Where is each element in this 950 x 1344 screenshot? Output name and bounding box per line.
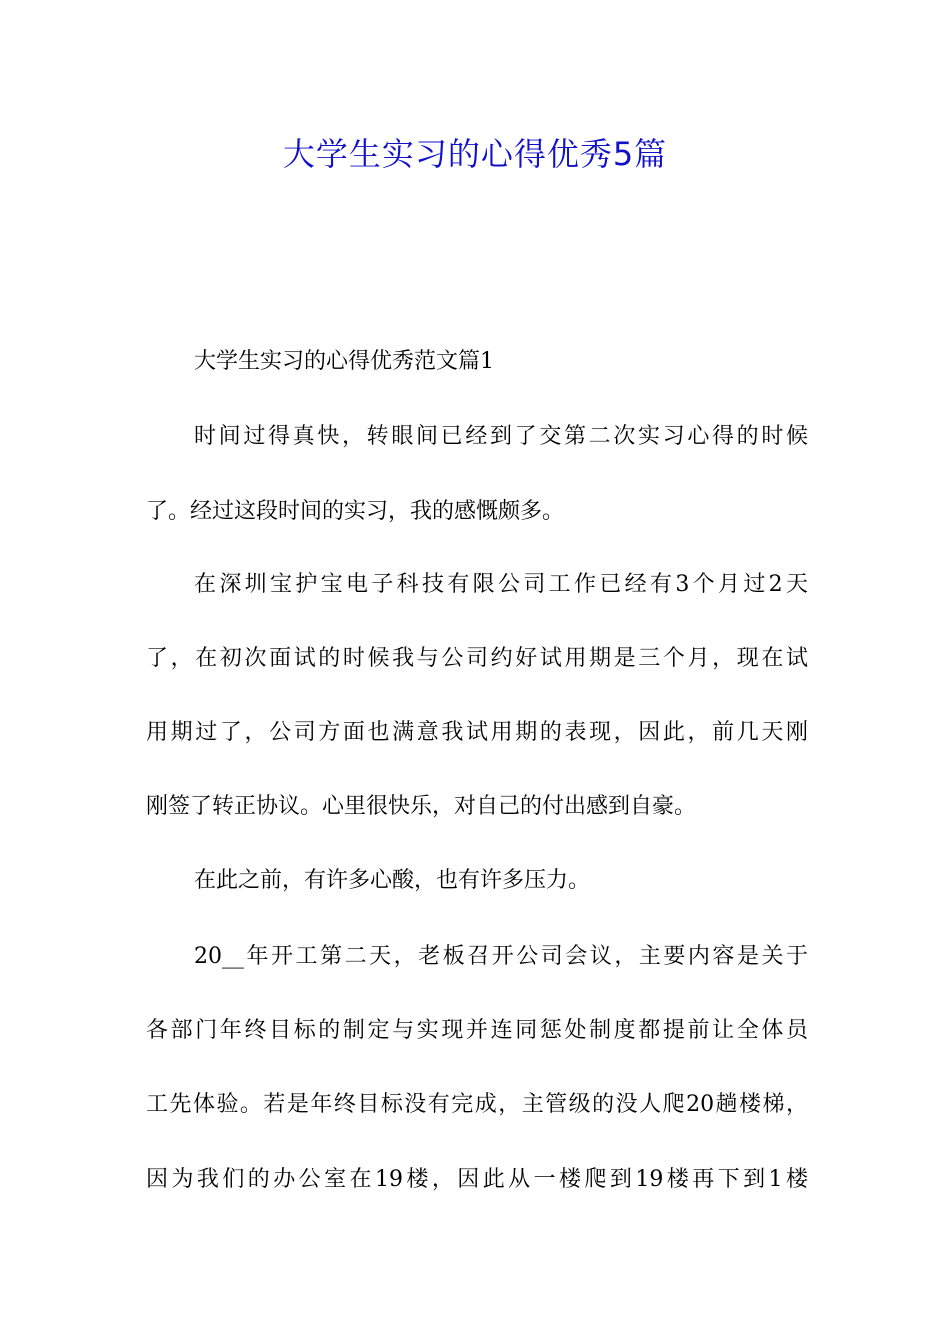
- text-line: 因为我们的办公室在19楼，因此从一楼爬到19楼再下到1楼: [146, 1167, 808, 1192]
- text-line: 了，在初次面试的时候我与公司约好试用期是三个月，现在试: [146, 646, 808, 671]
- text-line: 20__年开工第二天，老板召开公司会议，主要内容是关于: [194, 944, 808, 969]
- text-line: 用期过了，公司方面也满意我试用期的表现，因此，前几天刚: [146, 720, 808, 745]
- text-line: 各部门年终目标的制定与实现并连同惩处制度都提前让全体员: [146, 1018, 808, 1043]
- text-line: 了。经过这段时间的实习，我的感慨颇多。: [146, 499, 565, 524]
- text-line: 大学生实习的心得优秀范文篇1: [194, 349, 494, 374]
- text-line: 在此之前，有许多心酸，也有许多压力。: [194, 868, 591, 893]
- text-line: 在深圳宝护宝电子科技有限公司工作已经有3个月过2天: [194, 572, 808, 597]
- text-line: 刚签了转正协议。心里很快乐，对自己的付出感到自豪。: [146, 794, 697, 819]
- text-line: 工先体验。若是年终目标没有完成，主管级的没人爬20趟楼梯，: [146, 1092, 808, 1117]
- text-line: 时间过得真快，转眼间已经到了交第二次实习心得的时候: [194, 424, 808, 449]
- document-title: 大学生实习的心得优秀5篇: [282, 135, 668, 173]
